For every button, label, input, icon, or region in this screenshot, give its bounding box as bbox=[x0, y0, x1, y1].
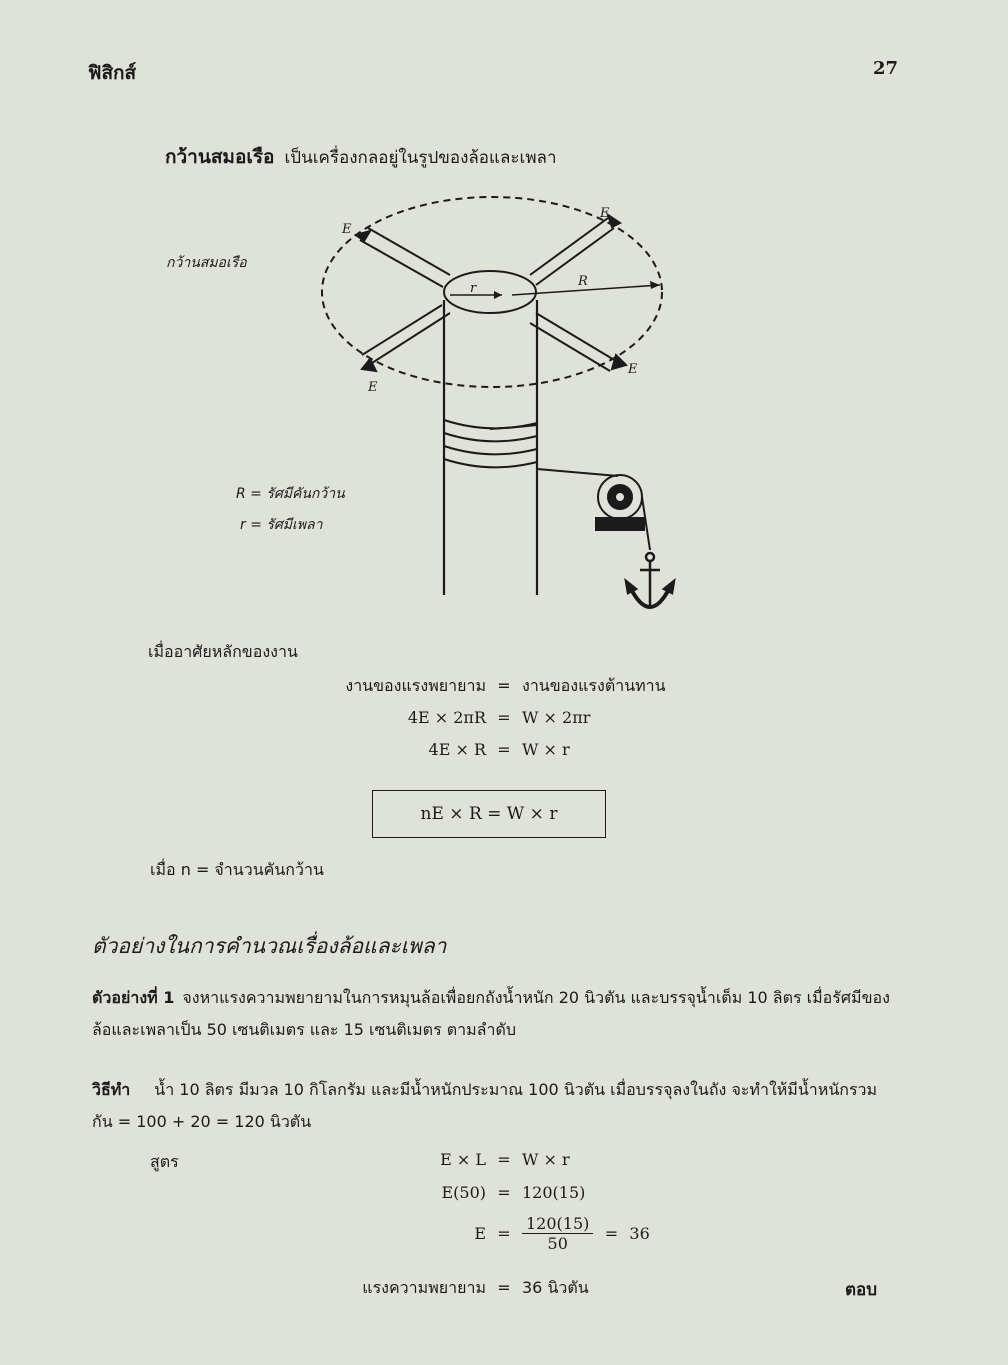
intro-line bbox=[165, 142, 557, 172]
equation-line-1: งานของแรงพยายาม = งานของแรงต้านทาน bbox=[345, 676, 666, 695]
diagram-side-label: กว้านสมอเรือ bbox=[166, 255, 247, 271]
definition-n: เมื่อ n = จำนวนคันกว้าน bbox=[150, 860, 324, 879]
label-E-bottomleft: E bbox=[368, 380, 378, 395]
example-1-label: ตัวอย่างที่ 1 bbox=[92, 988, 175, 1007]
capstan-figure bbox=[150, 195, 690, 625]
page-number: 27 bbox=[873, 58, 899, 79]
pulley bbox=[596, 475, 650, 550]
intro-text: เป็นเครื่องกลอยู่ในรูปของล้อและเพลา bbox=[284, 148, 557, 168]
label-R: R bbox=[578, 274, 588, 289]
derivation-intro: เมื่ออาศัยหลักของงาน bbox=[148, 642, 298, 661]
label-E-bottomright: E bbox=[628, 362, 638, 377]
legend-R-definition: R = รัศมีคันกว้าน bbox=[236, 486, 345, 502]
fraction: $\frac{120(15)}{50}$ bbox=[522, 1214, 593, 1253]
equation-line-2: 4E × 2πR = W × 2πr bbox=[407, 708, 591, 727]
answer-tag: ตอบ bbox=[845, 1280, 878, 1300]
solution-paragraph bbox=[92, 1074, 892, 1138]
shaft bbox=[444, 300, 537, 595]
hub-top bbox=[444, 271, 536, 313]
legend-r-definition: r = รัศมีเพลา bbox=[240, 517, 323, 533]
label-E-topright: E bbox=[600, 206, 610, 221]
rope bbox=[537, 469, 618, 476]
example-1-text: จงหาแรงความพยายามในการหมุนล้อเพื่อยกถังน้ำหนัก 20 นิวตัน และบรรจุน้ำเต็ม 10 ลิตร เมื่อรัศมีของล้อและเพลาเป็น 50 เซนติเมตร และ 15 เซนติเมตร ตามลำดับ bbox=[92, 988, 890, 1039]
answer-line: แรงความพยายาม = 36 นิวตัน bbox=[362, 1278, 589, 1297]
section-heading: ตัวอย่างในการคำนวณเรื่องล้อและเพลา bbox=[92, 934, 447, 958]
solution-final-step: E = $\frac{120(15)}{50}$ = 36 bbox=[474, 1214, 650, 1253]
formula-label: สูตร bbox=[150, 1152, 179, 1171]
solution-text: น้ำ 10 ลิตร มีมวล 10 กิโลกรัม และมีน้ำหนักประมาณ 100 นิวตัน เมื่อบรรจุลงในถัง จะทำให้มีน้ำหนักรวมกัน = 100 + 20 = 120 นิวตัน bbox=[92, 1080, 878, 1131]
running-header-section: ฟิสิกส์ bbox=[88, 62, 137, 84]
equation-line-3: 4E × R = W × r bbox=[428, 740, 570, 759]
solution-label: วิธีทำ bbox=[92, 1080, 131, 1099]
example-1-paragraph bbox=[92, 982, 892, 1046]
intro-term: กว้านสมอเรือ bbox=[165, 146, 275, 168]
anchor-icon bbox=[626, 553, 674, 607]
capstan-diagram bbox=[150, 195, 690, 625]
solution-step-1: E × L = W × r bbox=[440, 1150, 570, 1169]
label-E-topleft: E bbox=[342, 222, 352, 237]
solution-step-2: E(50) = 120(15) bbox=[441, 1183, 586, 1202]
label-r: r bbox=[470, 281, 477, 296]
boxed-formula: nE × R = W × r bbox=[372, 790, 606, 838]
rope-coil bbox=[444, 420, 537, 467]
